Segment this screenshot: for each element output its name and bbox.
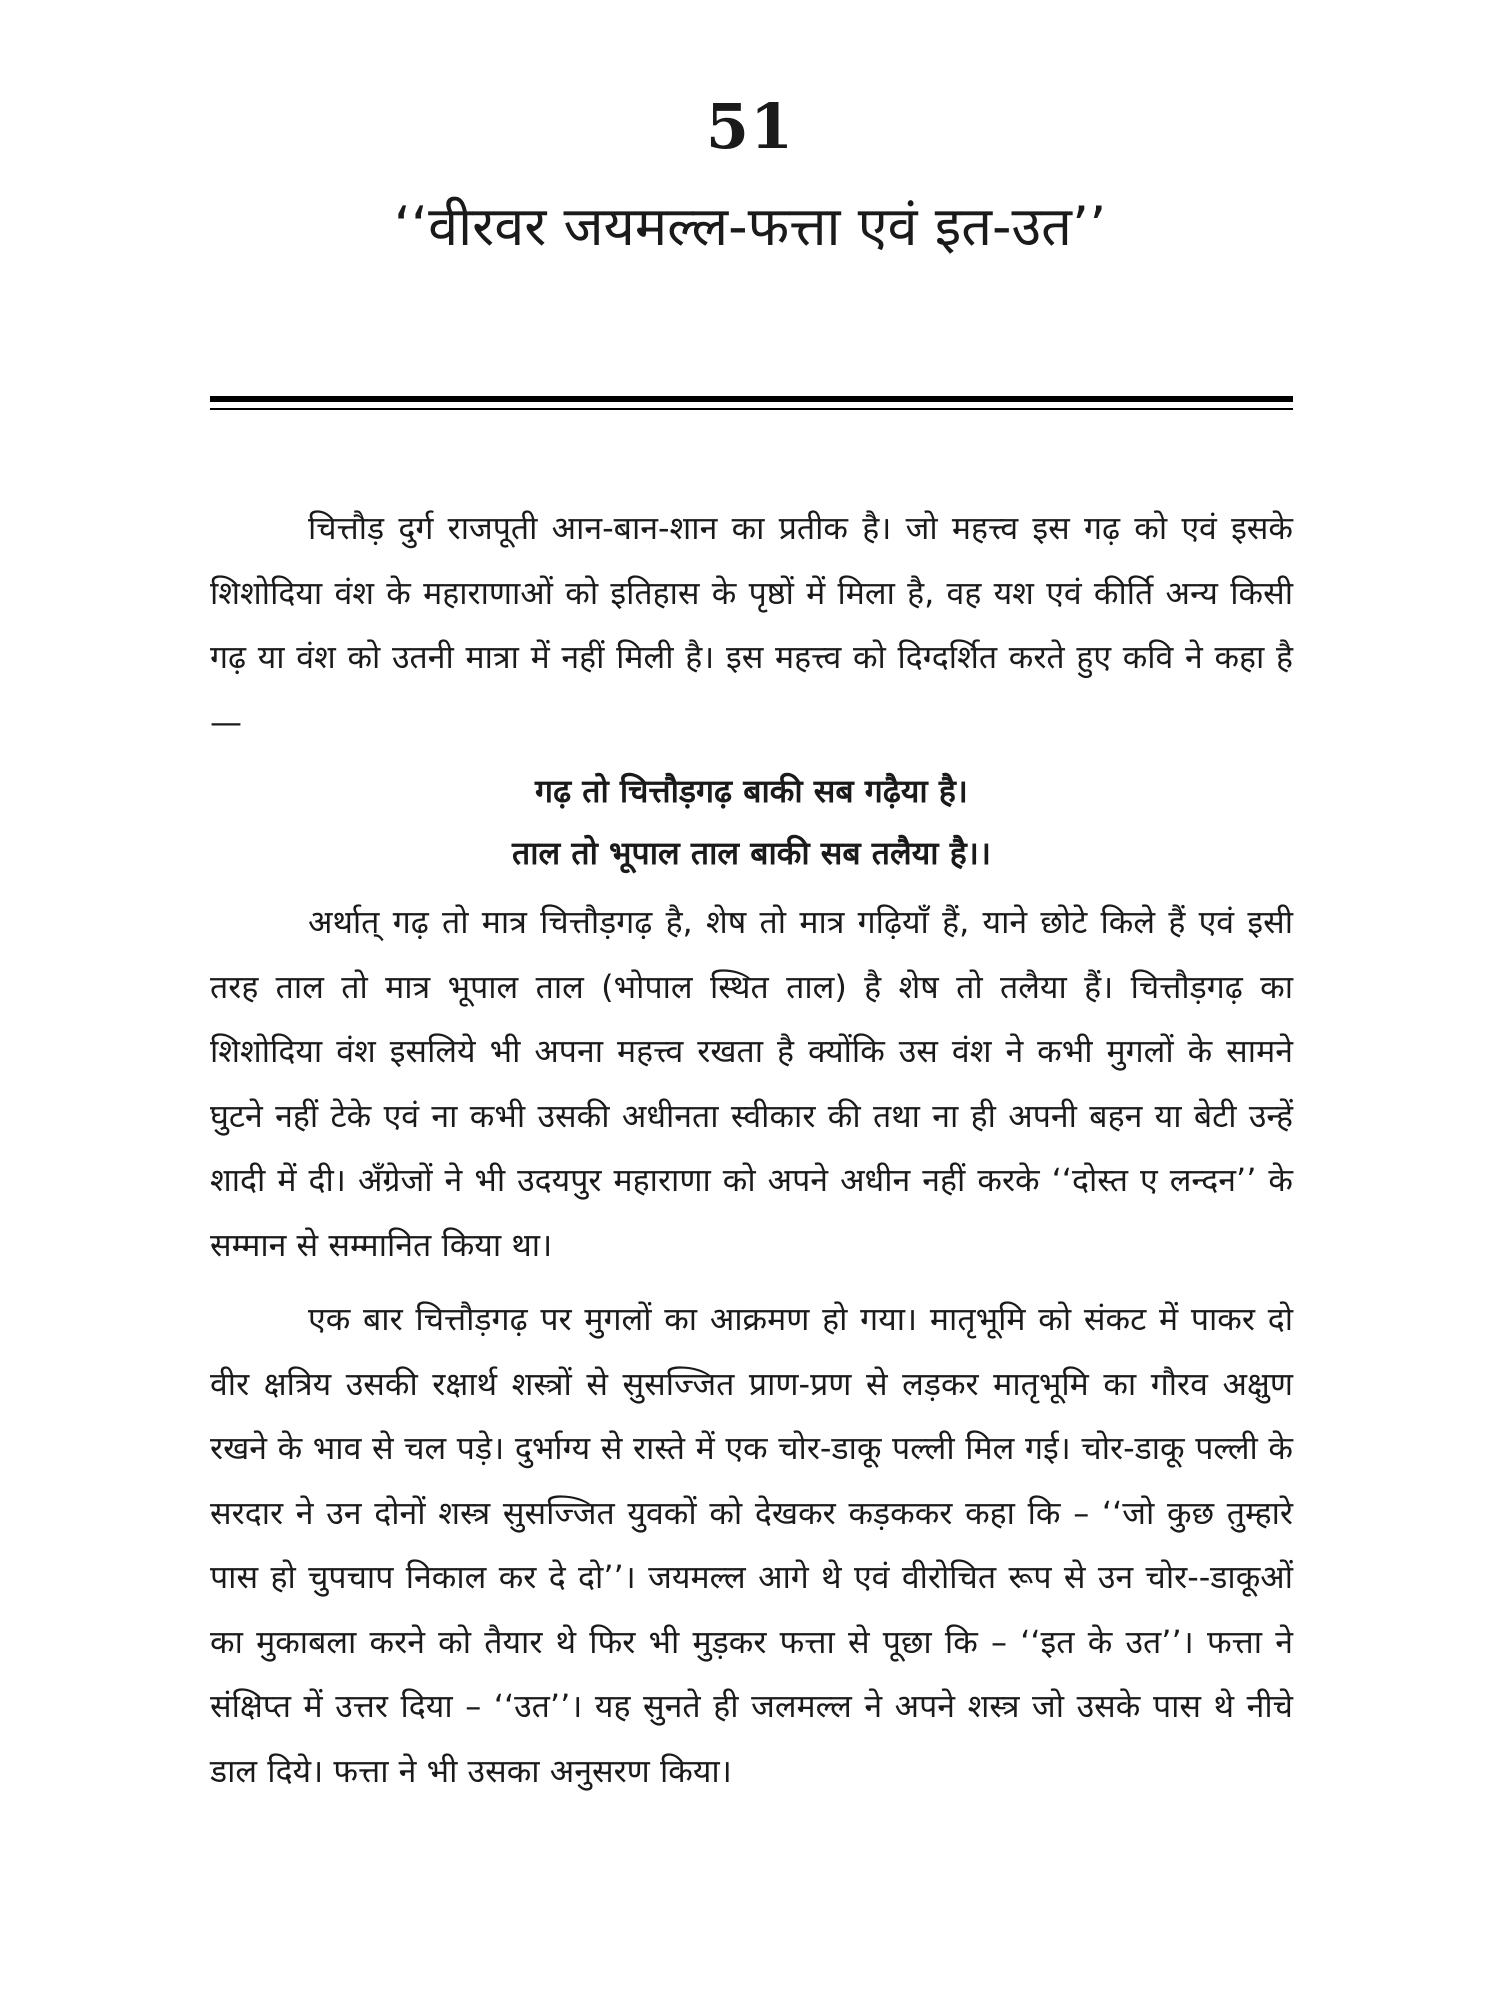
verse-line-2: ताल तो भूपाल ताल बाकी सब तलैया है।।: [512, 834, 991, 872]
title-divider-thin: [210, 408, 1293, 410]
title-divider-thick: [210, 396, 1293, 402]
verse-line-1: गढ़ तो चित्तौड़गढ़ बाकी सब गढ़ैया है।: [535, 772, 968, 810]
paragraph-explanation: अर्थात् गढ़ तो मात्र चित्तौड़गढ़ है, शेष तो मात्र गढ़ियाँ हैं, याने छोटे किले हैं एवं इसी तरह ताल तो मात्र भूपाल ताल (भोपाल स्थित ताल) है शेष तो तलैया हैं। चित्तौड़गढ़ का शिशोदिया वंश इसलिये भी अपना महत्त्व रखता है क्योंकि उस वंश ने कभी मुगलों के सामने घुटने नहीं टेके एवं ना कभी उसकी अधीनता स्वीकार की तथा ना ही अपनी बहन या बेटी उन्हें शादी में दी। अँग्रेजों ने भी उदयपुर महाराणा को अपने अधीन नहीं करके ‘‘दोस्त ए लन्दन’’ के सम्मान से सम्मानित किया था।: [210, 903, 1293, 1264]
verse-couplet: [210, 760, 1293, 884]
paragraph-story: एक बार चित्तौड़गढ़ पर मुगलों का आक्रमण हो गया। मातृभूमि को संकट में पाकर दो वीर क्षत्रिय उसकी रक्षार्थ शस्त्रों से सुसज्जित प्राण-प्रण से लड़कर मातृभूमि का गौरव अक्षुण रखने के भाव से चल पड़े। दुर्भाग्य से रास्ते में एक चोर-डाकू पल्ली मिल गई। चोर-डाकू पल्ली के सरदार ने उन दोनों शस्त्र सुसज्जित युवकों को देखकर कड़ककर कहा कि – ‘‘जो कुछ तुम्हारे पास हो चुपचाप निकाल कर दे दो’’। जयमल्ल आगे थे एवं वीरोचित रूप से उन चोर--डाकूओं का मुकाबला करने को तैयार थे फिर भी मुड़कर फत्ता से पूछा कि – ‘‘इत के उत’’। फत्ता ने संक्षिप्त में उत्तर दिया – ‘‘उत’’। यह सुनते ही जलमल्ल ने अपने शस्त्र जो उसके पास थे नीचे डाल दिये। फत्ता ने भी उसका अनुसरण किया।: [210, 1300, 1293, 1790]
chapter-body: [210, 496, 1293, 1803]
paragraph-intro: चित्तौड़ दुर्ग राजपूती आन-बान-शान का प्रतीक है। जो महत्त्व इस गढ़ को एवं इसके शिशोदिया वंश के महाराणाओं को इतिहास के पृष्ठों में मिला है, वह यश एवं कीर्ति अन्य किसी गढ़ या वंश को उतनी मात्रा में नहीं मिली है। इस महत्त्व को दिग्दर्शित करते हुए कवि ने कहा है —: [210, 509, 1293, 741]
chapter-title: ‘‘वीरवर जयमल्ल-फत्ता एवं इत-उत’’: [393, 195, 1107, 258]
chapter-number: 51: [705, 90, 795, 163]
